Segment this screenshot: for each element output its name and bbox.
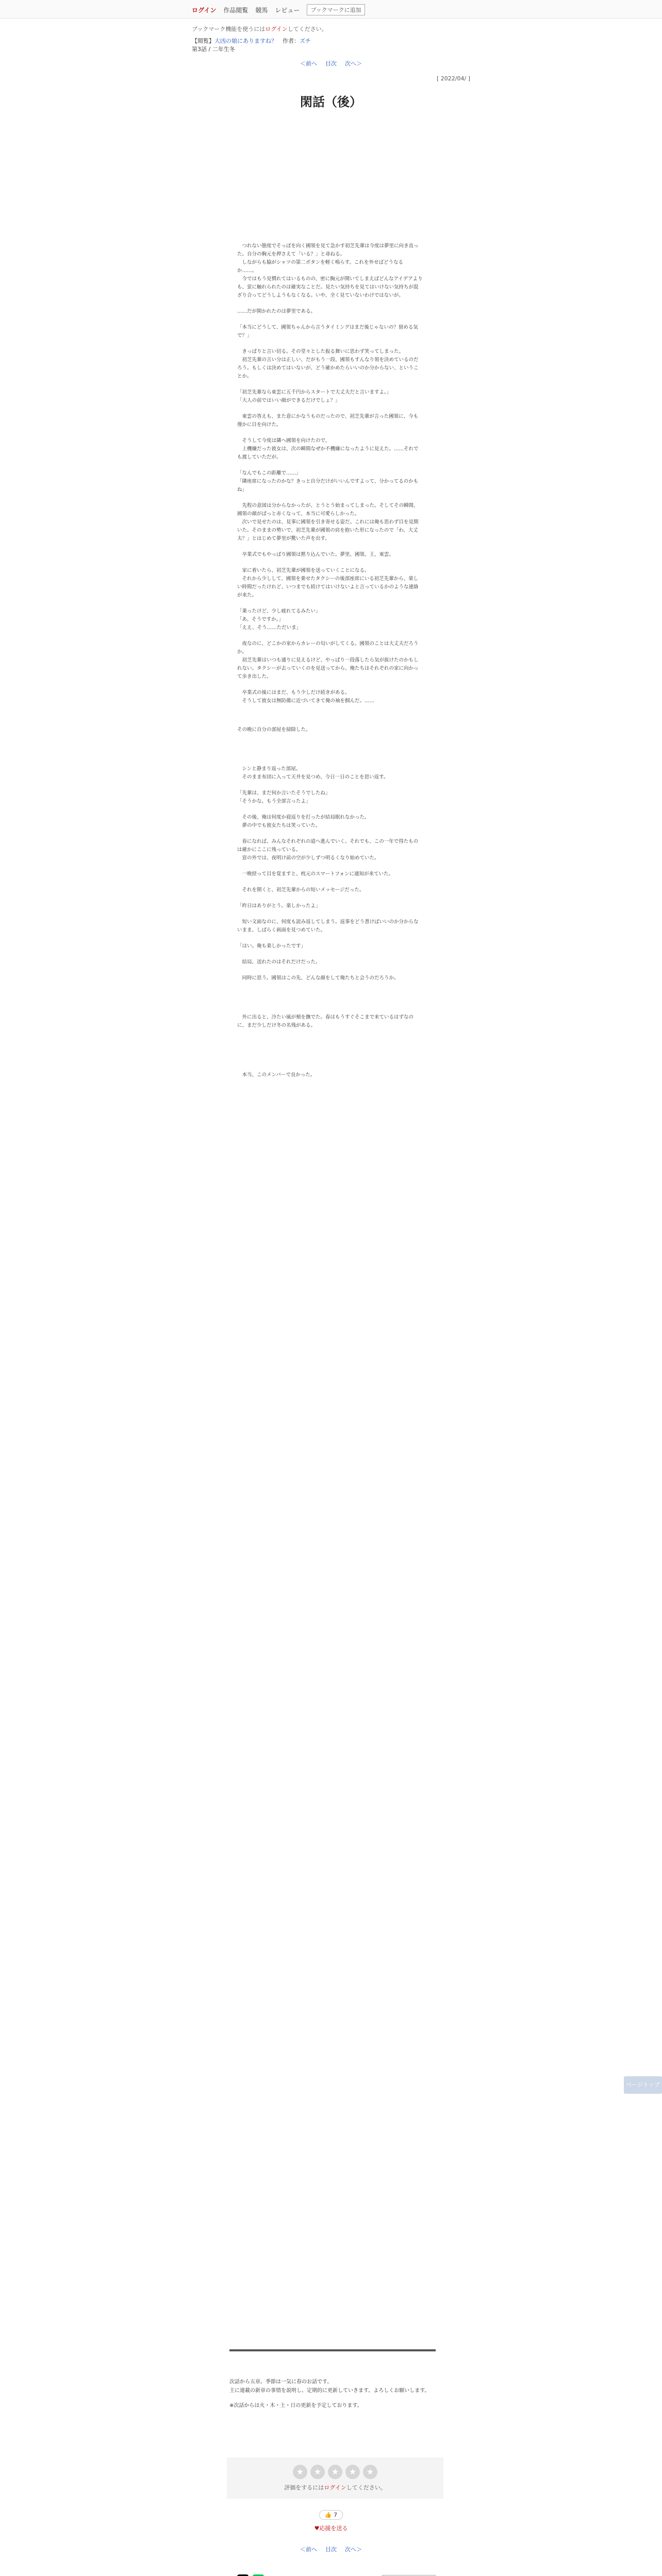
rating-box [227,2458,443,2499]
afterword-line: ※次話からは火・木・土・日の更新を予定しております。 [229,2403,362,2409]
paragraph: そうして今度は隣へ國領を向けたので、 上機嫌だった彼女は、次の瞬間なぜか不機嫌になったように見えた。……それでも渡していただが。 [237,438,419,460]
notice-suffix: してください。 [287,26,327,32]
paragraph: 家に着いたら、初芝先輩が國領を送っていくことになる。 それから少しして、國領を乗せたタクシーの後部座席にいる初芝先輩から、楽しい時間だったけれど、いつまでも続けてはいけないよと言っているかのような連絡が来た。 [237,568,419,598]
author-label: 作者： [283,38,300,44]
paragraph: 先程の意図は分からなかったが、とうとう始まってしまった。そしてその瞬間、國領の顔がぱっと赤くなって、本当に可愛らしかった。 次いで見せたのは、見事に國領を引き寄せる姿だ。これには俺も思わず目を見開いた。そのままの勢いで、初芝先輩が國領の肩を抱いた形になったので「わ、大丈夫？」とはじめて夢里が驚いた声を出す。 [237,503,419,541]
like-count: 7 [334,2512,338,2518]
rating-prefix: 評価をするには [284,2484,324,2491]
paragraph: 「なんでもこの距離で……」 「隣座席になったのかな？きっと自分だけがいいんですよって、分かってるのかもね」 [237,470,419,493]
paragraph: 卒業式の後にはまだ、もう少しだけ続きがある。 そうして彼女は無防備に近づいてきて俺の袖を掴んだ。…… [242,690,375,704]
paragraph: 卒業式でもやっぱり國領は黙り込んでいた。夢里、國領、王、東雲。 [237,552,394,557]
prev-link[interactable]: ＜前へ [300,2546,317,2553]
login-link[interactable]: ログイン [192,6,217,14]
notice-prefix: ブックマーク機能を使うには [192,26,266,32]
rating-stars [227,2458,443,2479]
paragraph: 春になれば、みんなそれぞれの道へ進んでいく。それでも、この一年で得たものは確かにここに残っている。 窓の外では、夜明け前の空が少しずつ明るくなり始めていた。 [237,839,419,861]
top-nav [192,4,365,15]
paragraph: つれない態度でそっぽを向く國領を見て急かす初芝先輩は今度は夢里に向き直った。自分の胸元を押さえて「いる？」と尋ねる。 しながらも脇がシャツの第二ボタンを軽く鳴らす。これを外せばどうなるか……。 今ではもう見慣れてはいるものの、密に胸元が開いてしまえばどんなアイデアよりも、蛍に触れられたのは確実なことだ。見たい気持ちを見てはいけない気持ちが混ざり合ってどうしようもなくなる。いや、全く見ていないわけではないが。 [237,243,423,298]
nav-item-works[interactable]: 作品閲覧 [223,6,249,14]
cheer-link[interactable]: ♥応援を送る [314,2525,348,2532]
star-icon[interactable]: ★ [363,2465,377,2479]
paragraph: 外に出ると、冷たい風が頬を撫でた。春はもうすぐそこまで来ているはずなのに、まだ少しだけ冬の名残がある。 [237,1014,414,1028]
work-title-link[interactable]: 大凶の娘にありますね？ [214,38,277,44]
paragraph: シンと静まり返った部屋。 そのまま布団に入って天井を見つめ、今日一日のことを思い返す。 [242,766,389,780]
notice-login-link[interactable]: ログイン [265,26,288,32]
rating-note [227,2483,443,2492]
afterword-line: 主に連載の新章の事情を説明し、定期的に更新していきます。よろしくお願いします。 [229,2388,430,2394]
paragraph: 「本当にどうして、國領ちゃんから言うタイミングはまだ後じゃないの？留める気で？」 [237,325,418,338]
work-info [192,37,470,54]
section-divider [229,2349,436,2351]
top-bar [0,0,662,19]
work-prefix: 【閲覧】 [192,38,214,44]
page-top-button[interactable]: ページトップへ [624,2076,662,2094]
paragraph: 一晩経って目を覚ますと、枕元のスマートフォンに通知が来ていた。 [237,871,394,877]
star-icon[interactable]: ★ [310,2465,325,2479]
like-area [192,2509,470,2532]
pager-bottom [192,2545,470,2553]
star-icon[interactable]: ★ [345,2465,360,2479]
paragraph: 東雲の答えも、また意にかなうものだったので、初芝先輩が言った國領に、今も僅かに目を向けた。 [237,414,419,428]
next-link[interactable]: 次へ＞ [345,60,362,67]
afterword [229,2378,436,2410]
nav-item-race[interactable]: 競馬 [255,6,268,14]
afterword-line: 次話から五章。季節は一気に春のお話です。 [229,2379,333,2385]
paragraph: 「はい。俺も楽しかったです」 [237,943,306,949]
paragraph: その後、俺は何度か寝返りを打ったが結局眠れなかった。 夢の中でも彼女たちは笑っていた。 [242,815,370,828]
paragraph: 本当、このメンバーで良かった。 [237,1072,316,1078]
chapter-body [237,242,423,1087]
rating-login-link[interactable]: ログイン [324,2484,346,2491]
episode-label: 第3話 / 二年生冬 [192,46,235,53]
toc-link[interactable]: 目次 [325,2546,337,2553]
next-link[interactable]: 次へ＞ [345,2546,362,2553]
toc-link[interactable]: 目次 [325,60,337,67]
paragraph: それを開くと、初芝先輩からの短いメッセージだった。 [237,887,365,893]
paragraph: 夜なのに、どこかの家からカレーの匂いがしてくる。國領のことは大丈夫だろうか。 初芝先輩はいつも通りに見えるけど、やっぱり一段落したら気が抜けたのかもしれない。タクシーが去っていくのを見送ってから、俺たちはそれぞれの家に向かって歩き出した。 [237,641,419,680]
like-button[interactable] [319,2510,343,2520]
paragraph: 結局、送れたのはそれだけだった。 [237,959,321,965]
chapter-title: 閑話（後） [300,95,362,109]
prev-link[interactable]: ＜前へ [300,60,317,67]
post-date: [ 2022/04/ ] [437,75,470,82]
star-icon[interactable]: ★ [293,2465,307,2479]
nav-item-review[interactable]: レビュー [275,6,300,14]
paragraph: 「初芝先輩なら東雲に五千円からスタートで大丈夫だと言いますよ。」 「大人の前ではいい顔ができるだけでしょ？」 [237,389,392,403]
bookmark-notice [192,25,470,33]
paragraph: その晩に自分の部屋を掃除した。 [237,727,311,733]
paragraph: 短い文面なのに、何度も読み返してしまう。返事をどう書けばいいのか分からないまま、しばらく画面を見つめていた。 [237,919,419,933]
rating-suffix: してください。 [346,2484,386,2491]
paragraph: ……だが開かれたのは夢里である。 [237,309,316,314]
paragraph: 「乗ったけど、少し疲れてるみたい」 「あ、そうですか。」 「ええ、そう……ただいま」 [237,608,321,631]
paragraph: 「昨日はありがとう。楽しかったよ」 [237,903,321,909]
paragraph: 「先輩は、まだ何か言いたそうでしたね」 「そうかな。もう全部言ったよ」 [237,790,330,804]
share-bar [192,2573,470,2576]
pager-top [192,59,470,67]
star-icon[interactable]: ★ [328,2465,342,2479]
paragraph: 同時に思う。國領はこの先、どんな顔をして俺たちと会うのだろうか。 [237,975,399,981]
author-link[interactable]: ズチ [300,38,311,44]
bookmark-button[interactable]: ブックマークに追加 [307,4,365,15]
paragraph: きっぱりと言い切る。その堂々とした振る舞いに思わず笑ってしまった。 初芝先輩の言い分は正しい、だがもう一段、國領もすんなり領を決めているのだろう。もしくは決めてはいないが、どう確かめたらいいのか分からない、ということか。 [237,349,419,379]
thumbs-up-icon: 👍 [324,2512,332,2518]
